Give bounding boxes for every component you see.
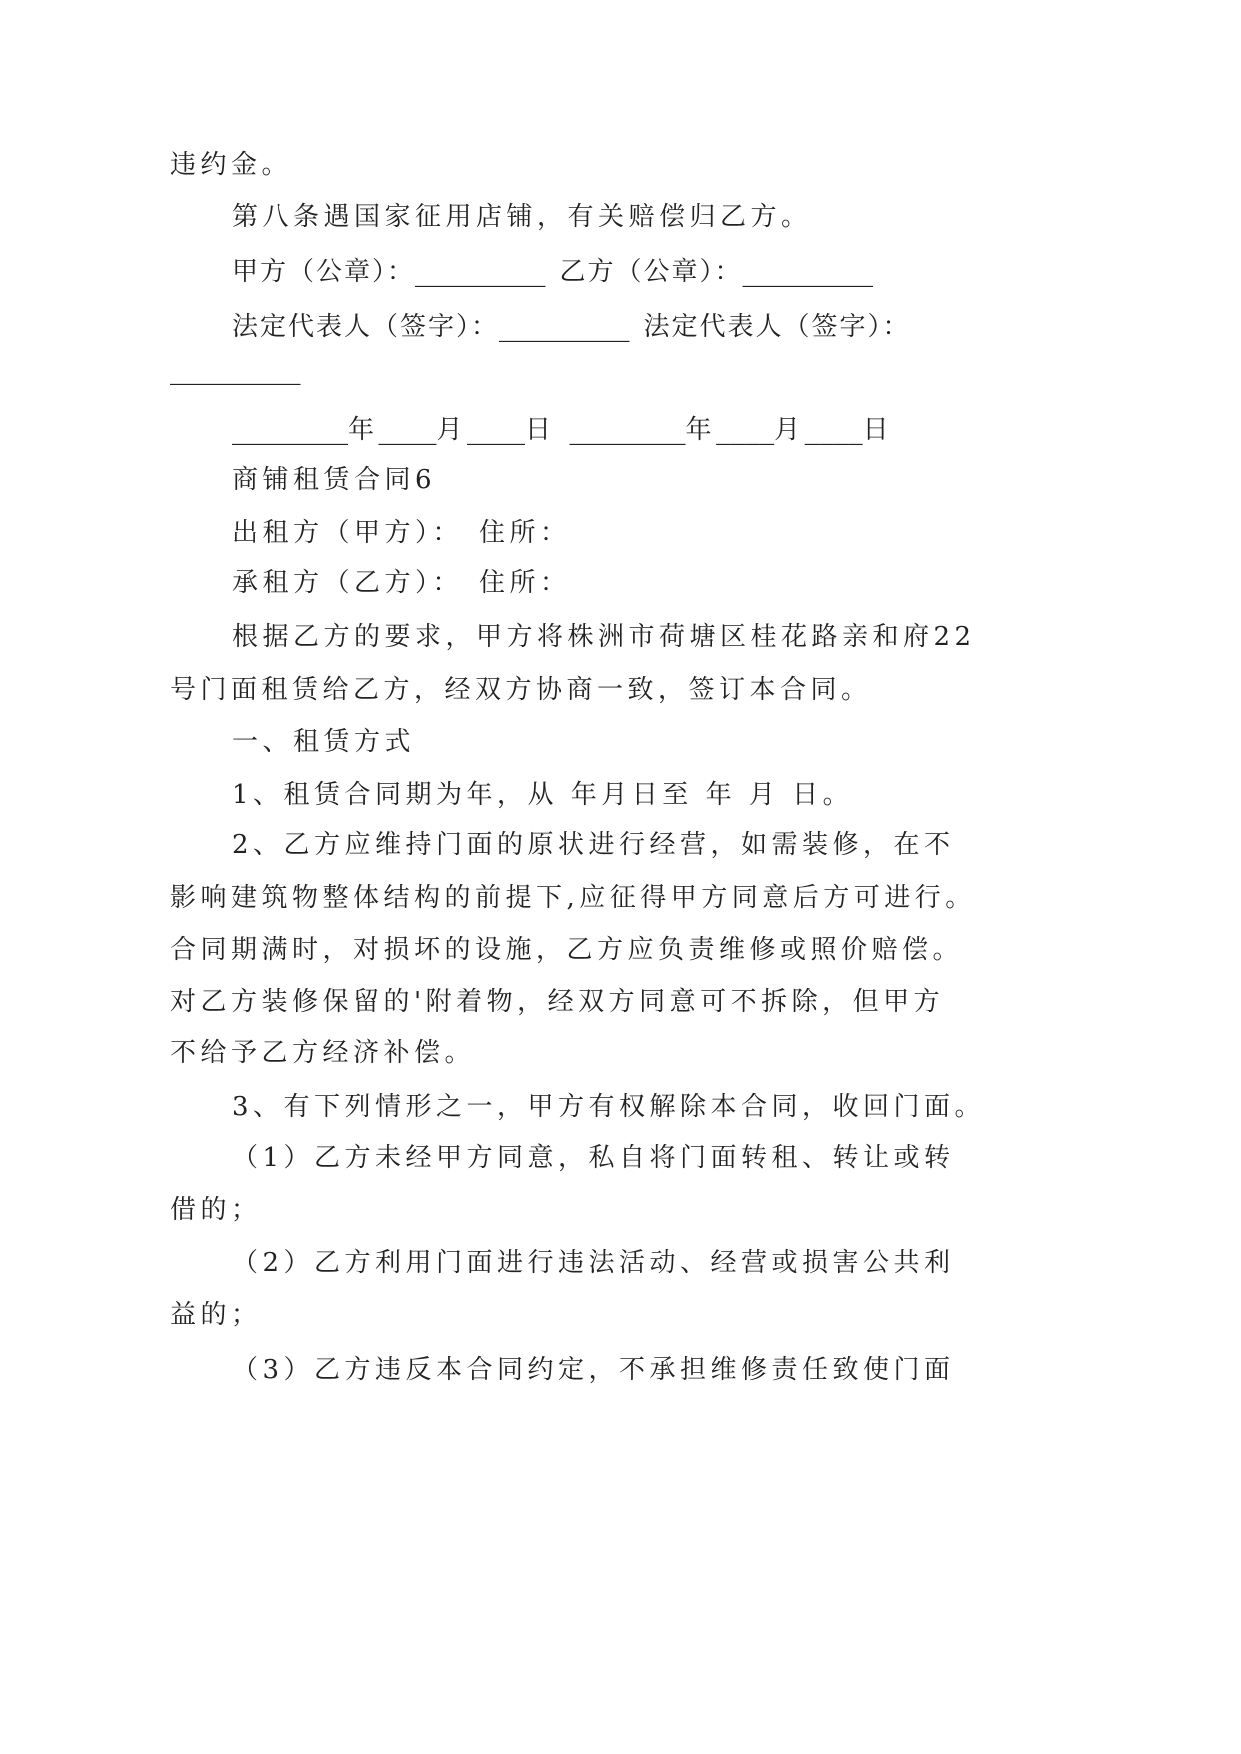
preamble-line: 号门面租赁给乙方，经双方协商一致，签订本合同。 (170, 675, 872, 705)
clause-3-item-line: （3）乙方违反本合同约定，不承担维修责任致使门面 (232, 1355, 955, 1385)
clause-3-item-line: （1）乙方未经甲方同意，私自将门面转租、转让或转 (232, 1143, 955, 1173)
party-b-seal-label: 乙方（公章）： (559, 257, 743, 287)
clause-3-item-line: 益的； (170, 1300, 262, 1330)
date-b-month-label: 月 (774, 415, 805, 445)
date-a-day-label: 日 (525, 415, 556, 445)
preamble-line: 根据乙方的要求，甲方将株洲市荷塘区桂花路亲和府22 (232, 622, 976, 652)
lessor-address-label: 住所： (479, 518, 571, 548)
section-heading: 一、租赁方式 (232, 727, 416, 757)
clause-2-line: 对乙方装修保留的'附着物，经双方同意可不拆除，但甲方 (170, 987, 945, 1017)
lessee-address-label: 住所： (479, 568, 571, 598)
date-a-month-blank: ____ (378, 411, 437, 445)
party-a-rep-label: 法定代表人（签字）： (232, 312, 500, 342)
clause-3-item-line: （2）乙方利用门面进行违法活动、经营或损害公共利 (232, 1248, 955, 1278)
party-b-seal-blank: _________ (742, 253, 874, 287)
continuation-line: 违约金。 (170, 150, 293, 180)
clause-2-line: 合同期满时，对损坏的设施，乙方应负责维修或照价赔偿。 (170, 935, 964, 965)
party-a-seal-blank: _________ (415, 253, 546, 287)
party-b-rep-label: 法定代表人（签字）： (643, 312, 911, 342)
date-a-year-blank: ________ (232, 411, 348, 445)
clause-2-line: 2、乙方应维持门面的原状进行经营，如需装修，在不 (232, 830, 955, 860)
date-b-day-label: 日 (862, 415, 894, 445)
clause-3-item-line: 借的； (170, 1195, 262, 1225)
lessee-line (232, 565, 571, 601)
date-b-month-blank: ____ (716, 411, 775, 445)
date-b-day-blank: ____ (804, 411, 863, 445)
date-a-day-blank: ____ (467, 411, 526, 445)
contract-title: 商铺租赁合同6 (232, 465, 437, 495)
date-a-month-label: 月 (436, 415, 468, 445)
party-b-rep-blank-line (170, 350, 301, 386)
lessor-line (232, 515, 571, 551)
date-line (232, 410, 893, 446)
date-b-year-blank: ________ (569, 411, 686, 445)
lessee-label: 承租方（乙方）： (232, 568, 464, 598)
lessor-label: 出租方（甲方）： (232, 518, 464, 548)
clause-3-line: 3、有下列情形之一，甲方有权解除本合同，收回门面。 (232, 1092, 986, 1122)
article-8-line: 第八条遇国家征用店铺，有关赔偿归乙方。 (232, 202, 812, 232)
party-b-rep-blank: _________ (170, 351, 301, 385)
date-a-year-label: 年 (348, 415, 379, 445)
clause-2-line: 不给予乙方经济补偿。 (170, 1038, 476, 1068)
party-a-rep-blank: _________ (499, 308, 630, 342)
party-a-seal-label: 甲方（公章）： (232, 257, 416, 287)
clause-2-line: 影响建筑物整体结构的前提下,应征得甲方同意后方可进行。 (170, 883, 976, 913)
seal-signature-line (232, 252, 873, 288)
representative-signature-line (232, 307, 911, 343)
date-b-year-label: 年 (685, 415, 717, 445)
clause-1-line: 1、租赁合同期为年，从 年月日至 年 月 日。 (232, 780, 854, 810)
